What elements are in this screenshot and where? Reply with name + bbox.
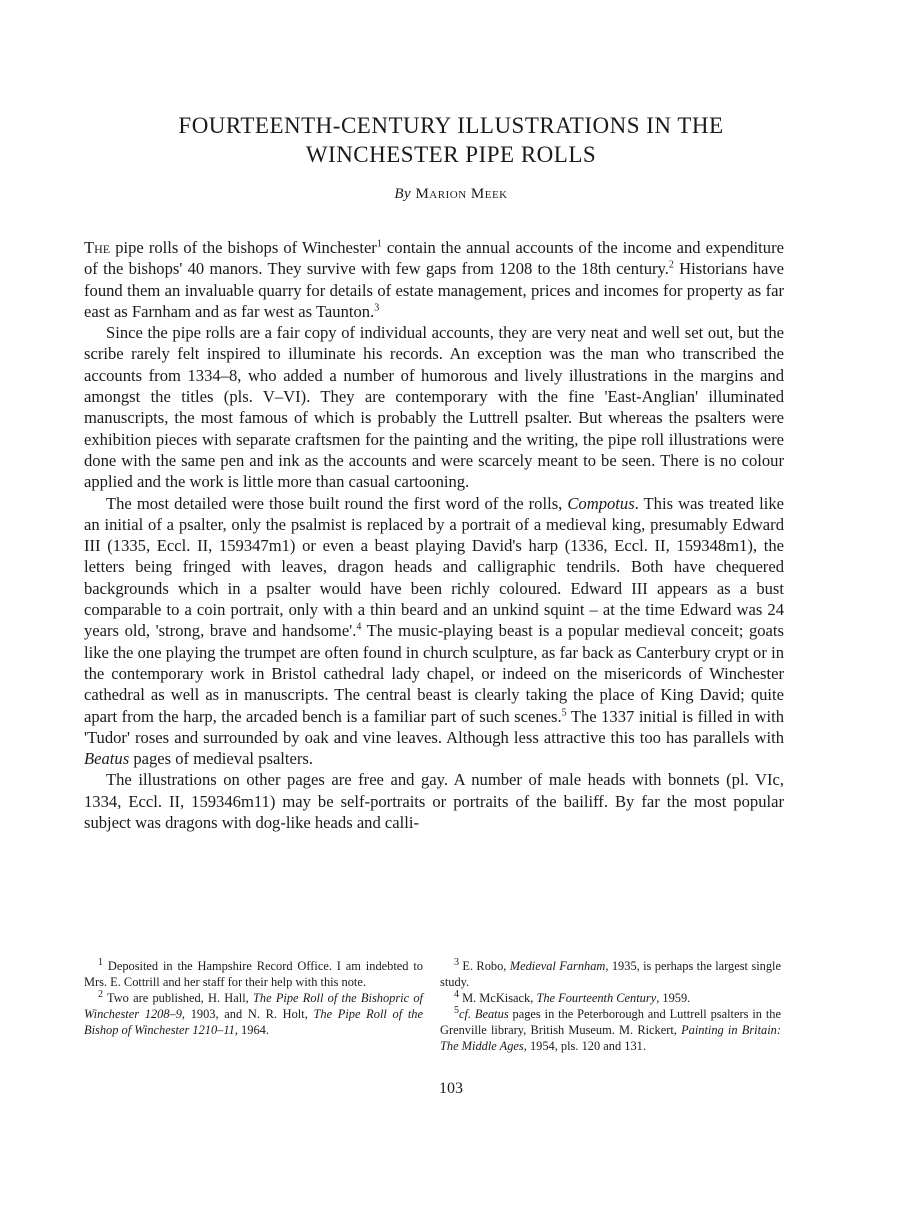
footnote-ref-1: 1 [376,238,382,250]
footnote-3-title: Medieval Farnham [509,959,606,973]
paragraph-1-text-b: contain the annual accounts of the income and expenditure of the bishops' 40 manors. They survive with few gaps from 1208 to the 18th century. [84,238,784,279]
article-body [84,237,784,833]
footnote-5-number: 5 [454,1004,459,1016]
footnotes-left-column [84,958,423,1038]
footnote-ref-5: 5 [561,707,567,718]
footnote-2 [84,990,423,1038]
footnote-4-text-a: M. McKisack, [459,991,537,1005]
footnote-2-text-c: , 1964. [234,1023,269,1037]
footnote-3 [440,958,781,990]
footnote-ref-3: 3 [374,302,380,314]
article-title-line-2: WINCHESTER PIPE ROLLS [305,142,597,167]
footnote-5-cf: cf. Beatus [459,1007,509,1021]
footnote-2-title-1: The Pipe Roll of the Bishopric of Winchester 1208–9 [84,991,423,1021]
footnote-2-number: 2 [98,988,103,1000]
byline [0,186,902,203]
paragraph-1 [84,237,784,322]
beatus-italic: Beatus [84,749,130,769]
footnote-2-title-2: The Pipe Roll of the Bishop of Winchester 1210–11 [84,1007,423,1037]
paragraph-1-text-a: pipe rolls of the bishops of Winchester [110,238,377,257]
footnote-3-text-b: , 1935, is perhaps the largest single study. [440,959,781,989]
paragraph-1-text-c: Historians have found them an invaluable quarry for details of estate management, prices and incomes for property as far east as Farnham and as far west as Taunton. [84,259,784,321]
footnote-1-number: 1 [98,956,103,968]
compotus-italic: Compotus [567,493,635,513]
footnote-2-text-a: Two are published, H. Hall, [103,991,253,1005]
footnote-1 [84,958,423,990]
footnote-1-text: Deposited in the Hampshire Record Office. I am indebted to Mrs. E. Cottrill and her staff for their help with this note. [84,959,423,989]
paragraph-3-text-d: The 1337 initial is filled in with 'Tudor' roses and surrounded by oak and vine leaves. Although less attractive this too has parallels with [84,706,784,747]
footnote-4 [440,990,781,1006]
paragraph-4: The illustrations on other pages are free and gay. A number of male heads with bonnets (pl. VIc, 1334, Eccl. II, 159346m11) may be self-portraits or portraits of the bailiff. By far the most popular subject was dragons with dog-like heads and calli- [84,770,784,833]
paragraph-2: Since the pipe rolls are a fair copy of individual accounts, they are very neat and well set out, but the scribe rarely felt inspired to illuminate his records. An exception was the man who transcribed the accounts from 1334–8, who added a number of humorous and lively illustrations in the margins and amongst the titles (pls. V–VI). They are contemporary with the fine 'East-Anglian' illuminated manuscripts, the most famous of which is probably the Luttrell psalter. But whereas the psalters were exhibition pieces with separate craftsmen for the painting and the writing, the pipe roll illustrations were done with the same pen and ink as the accounts and were scarcely meant to be seen. There is no colour applied and the work is little more than casual cartooning. [84,323,784,492]
footnote-ref-4: 4 [356,621,362,633]
footnote-4-title: The Fourteenth Century [536,991,657,1005]
footnote-5 [440,1006,781,1054]
footnote-2-text-b: , 1903, and N. R. Holt, [181,1007,314,1021]
paragraph-3-text-e: pages of medieval psalters. [129,749,314,769]
footnotes-right-column [440,958,781,1054]
page-number: 103 [439,1080,463,1097]
footnote-ref-2: 2 [668,259,674,271]
paragraph-3-text-a: The most detailed were those built round the first word of the rolls, [106,493,568,513]
footnote-3-text-a: E. Robo, [459,959,510,973]
footnote-5-text-b: , 1954, pls. 120 and 131. [523,1039,646,1053]
footnote-4-text-b: , 1959. [656,991,691,1005]
footnote-4-number: 4 [454,988,459,1000]
paragraph-3 [84,493,784,770]
footnote-5-text-a: pages in the Peterborough and Luttrell psalters in the Grenville library, British Museum. M. Rickert, [440,1007,781,1037]
author-name: Marion Meek [415,186,508,202]
paragraph-3-text-b: . This was treated like an initial of a psalter, only the psalmist is replaced by a portrait of a medieval king, presumably Edward III (1335, Eccl. II, 159347m1) or even a beast playing David's harp (1336, Eccl. II, 159348m1), the letters being fringed with leaves, dragon heads and calligraphic tendrils. Both have chequered backgrounds which in a psalter would have been richly coloured. Edward III appears as a bust comparable to a coin portrait, only with a thin beard and an unkind squint – at the time Edward was 24 years old, 'strong, brave and handsome'. [84,493,784,641]
byline-by: By [394,186,412,202]
footnote-5-title: Painting in Britain: The Middle Ages [440,1023,781,1053]
paragraph-3-text-c: The music-playing beast is a popular medieval conceit; goats like the one playing the trumpet are often found in church sculpture, as far back as Canterbury crypt or in the contemporary work in Bristol cathedral lady chapel, or indeed on the misericords of Winchester cathedral as well as in manuscripts. The central beast is clearly taking the place of King David; quite apart from the harp, the arcaded bench is a familiar part of such scenes. [84,621,784,726]
footnote-3-number: 3 [454,956,459,968]
lead-word: The [84,238,111,257]
article-title-line-1: FOURTEENTH-CENTURY ILLUSTRATIONS IN THE [178,113,724,138]
